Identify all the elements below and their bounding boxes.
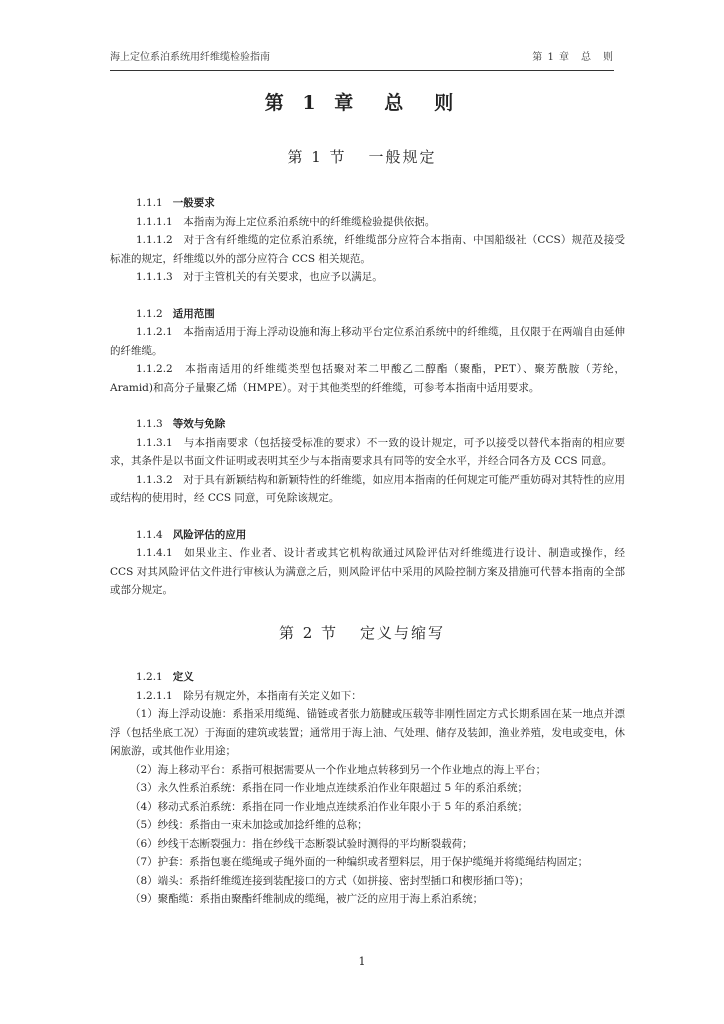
heading-1-1-2 [110,305,625,324]
section-2-name: 定义与缩写 [360,624,446,642]
paragraph-1-1-1-2: 1.1.1.2 对于含有纤维缆的定位系泊系统，纤维缆部分应符合本指南、中国船级社（CCS）规范及接受标准的规定，纤维缆以外的部分应符合 CCS 相关规范。 [110,234,625,265]
definition-item-4: （4）移动式系泊系统：系指在同一作业地点连续系泊作业年限小于 5 年的系泊系统； [130,800,529,813]
heading-number: 1.1.2 [136,307,163,320]
paragraph-1-1-2-2: 1.1.2.2 本指南适用的纤维缆类型包括聚对苯二甲酸乙二醇酯（聚酯，PET）、聚芳酰胺（芳纶，Aramid)和高分子量聚乙烯（HMPE）。对于其他类型的纤维缆，可参考本指南中适用要求。 [110,363,625,394]
paragraph-1-2-1-1: 1.2.1.1 除另有规定外，本指南有关定义如下： [136,689,362,702]
heading-number: 1.1.3 [136,418,163,430]
heading-1-1-3 [110,415,625,434]
header-chapter-label: 第 1 章 总 则 [532,52,614,63]
paragraph-1-1-2-1: 1.1.2.1 本指南适用于海上浮动设施和海上移动平台定位系泊系统中的纤维缆，且仅限于在两端自由延伸的纤维缆。 [110,326,625,357]
paragraph-1-1-3-1: 1.1.3.1 与本指南要求（包括接受标准的要求）不一致的设计规定，可予以接受以替代本指南的相应要求，其条件是以书面文件证明或表明其至少与本指南要求具有同等的安全水平，并经合同各方及 CCS 同意。 [110,436,625,467]
section-2-number: 第 2 节 [278,624,339,642]
running-header [110,50,614,71]
definition-item-6: （6）纱线干态断裂强力：指在纱线干态断裂试验时测得的平均断裂载荷； [130,837,473,850]
heading-text: 定义 [172,671,194,683]
heading-number: 1.2.1 [136,671,163,683]
heading-text: 适用范围 [172,307,215,320]
heading-1-1-1 [110,194,625,213]
heading-1-1-4 [110,526,625,545]
definition-item-9: （9）聚酯缆：系指由聚酯纤维制成的缆绳，被广泛的应用于海上系泊系统； [130,893,484,905]
definition-item-5: （5）纱线：系指由一束未加捻或加捻纤维的总称； [130,819,368,831]
heading-1-2-1 [110,668,625,687]
section-1-body [110,194,625,600]
section-2-body [110,668,625,909]
section-1-title [0,146,724,167]
definition-item-3: （3）永久性系泊系统：系指在同一作业地点连续系泊作业年限超过 5 年的系泊系统； [130,782,529,794]
definition-item-7: （7）护套：系指包裹在缆绳或子绳外面的一种编织或者塑料层，用于保护缆绳并将缆绳结构固定； [130,856,589,868]
paragraph-1-1-1-1: 1.1.1.1 本指南为海上定位系泊系统中的纤维缆检验提供依据。 [136,215,436,228]
heading-text: 风险评估的应用 [172,528,247,541]
heading-number: 1.1.4 [136,528,163,541]
paragraph-1-1-3-2: 1.1.3.2 对于具有新颖结构和新颖特性的纤维缆，如应用本指南的任何规定可能严重妨碍对其特性的应用或结构的使用时，经 CCS 同意，可免除该规定。 [110,473,625,504]
section-1-name: 一般规定 [368,148,437,166]
heading-text: 一般要求 [172,197,215,209]
chapter-title: 第 1 章 总 则 [264,92,460,114]
section-1-number: 第 1 节 [287,148,347,166]
page-number: 1 [358,955,366,968]
paragraph-1-1-1-3: 1.1.1.3 对于主管机关的有关要求，也应予以满足。 [136,271,383,283]
section-2-title [0,622,724,643]
heading-text: 等效与免除 [172,418,226,430]
paragraph-1-1-4-1: 1.1.4.1 如果业主、作业者、设计者或其它机构欲通过风险评估对纤维缆进行设计、制造或操作，经 CCS 对其风险评估文件进行审核认为满意之后，则风险评估中采用的风险控制方案及措施可代替本指南的全部或部分规定。 [110,547,625,596]
heading-number: 1.1.1 [136,197,163,209]
definition-item-8: （8）端头：系指纤维缆连接到装配接口的方式（如拼接、密封型插口和楔形插口等)； [130,874,530,887]
header-document-title: 海上定位系泊系统用纤维缆检验指南 [110,52,270,63]
definition-item-2: （2）海上移动平台：系指可根据需要从一个作业地点转移到另一个作业地点的海上平台； [130,763,547,776]
definition-item-1: （1）海上浮动设施：系指采用缆绳、锚链或者张力筋腱或压载等非刚性固定方式长期系固在某一地点并漂浮（包括坐底工况）于海面的建筑或装置；通常用于海上油、气处理、储存及装卸，渔业养殖，发电或变电，休闲旅游，或其他作业用途； [110,708,625,757]
